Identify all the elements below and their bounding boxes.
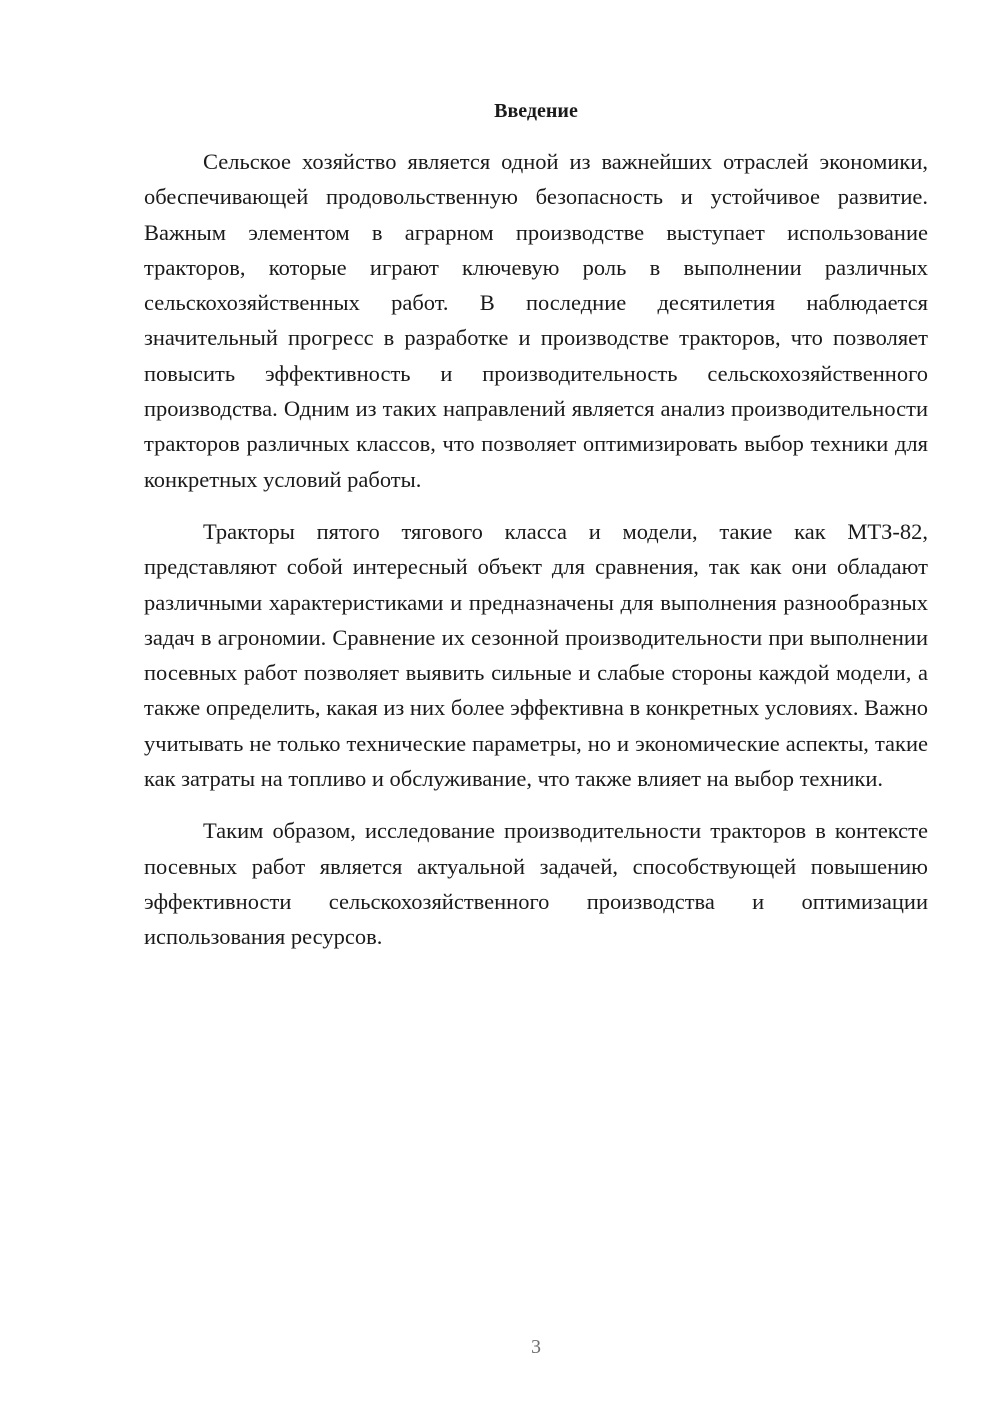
paragraph-3: Таким образом, исследование производительности тракторов в контексте посевных работ является актуальной задачей, способствующей повышению эффективности сельскохозяйственного производства и оптимизации использования ресурсов. bbox=[144, 818, 928, 950]
paragraph-2: Тракторы пятого тягового класса и модели, такие как МТЗ-82, представляют собой интересный объект для сравнения, так как они обладают различными характеристиками и предназначены для выполнения разнообразных задач в агрономии. Сравнение их сезонной производительности при выполнении посевных работ позволяет выявить сильные и слабые стороны каждой модели, а также определить, какая из них более эффективна в конкретных условиях. Важно учитывать не только технические параметры, но и экономические аспекты, такие как затраты на топливо и обслуживание, что также влияет на выбор техники. bbox=[144, 518, 928, 792]
body-text bbox=[144, 144, 928, 972]
paragraph-1: Сельское хозяйство является одной из важнейших отраслей экономики, обеспечивающей продовольственную безопасность и устойчивое развитие. Важным элементом в аграрном производстве выступает использование тракторов, которые играют ключевую роль в выполнении различных сельскохозяйственных работ. В последние десятилетия наблюдается значительный прогресс в разработке и производстве тракторов, что позволяет повысить эффективность и производительность сельскохозяйственного производства. Одним из таких направлений является анализ производительности тракторов различных классов, что позволяет оптимизировать выбор техники для конкретных условий работы. bbox=[144, 149, 928, 492]
page-number: 3 bbox=[531, 1336, 541, 1358]
section-heading: Введение bbox=[494, 100, 578, 122]
